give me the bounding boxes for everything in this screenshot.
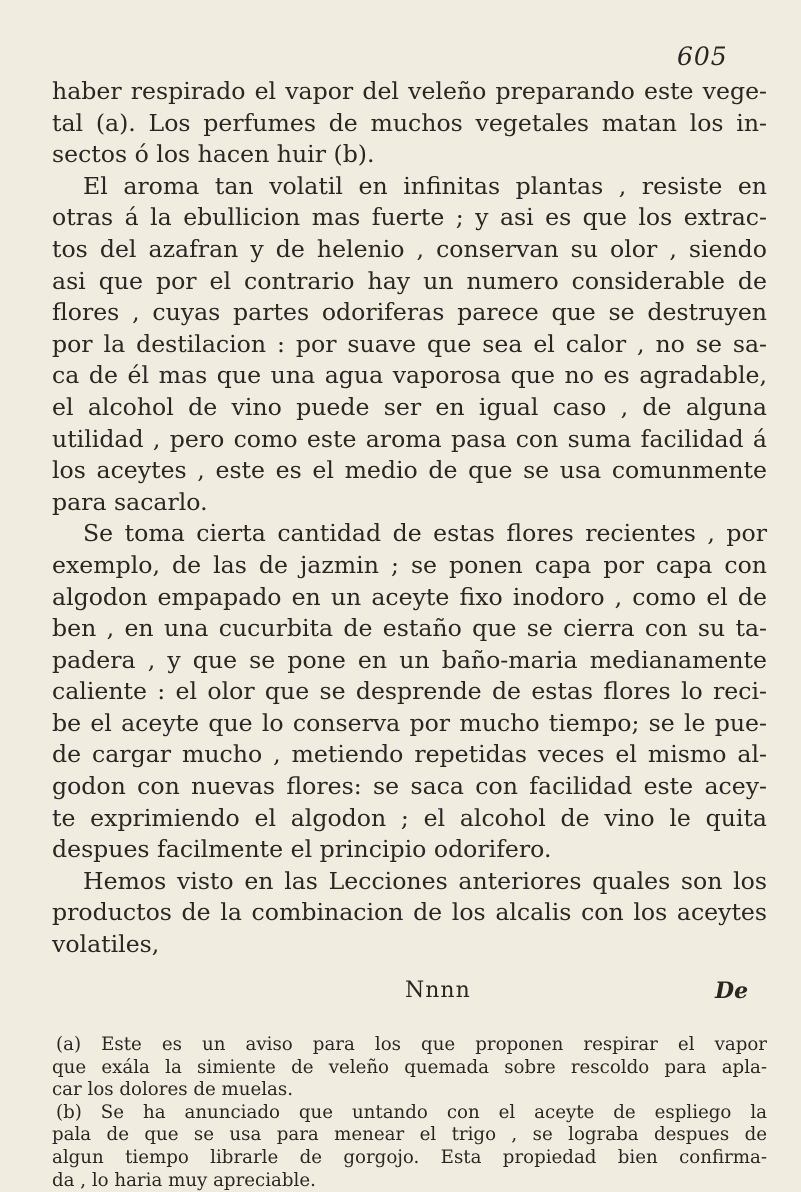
footnotes xyxy=(52,1034,767,1192)
footnote-line: algun tiempo librarle de gorgojo. Esta propiedad bien confirma- xyxy=(52,1146,767,1168)
footnote-line: da , lo haria muy apreciable. xyxy=(52,1169,316,1191)
body-line: padera , y que se pone en un baño-maria medianamente xyxy=(52,645,767,674)
page-number: 605 xyxy=(677,42,728,71)
catchword: De xyxy=(715,978,749,1004)
body-line: despues facilmente el principio odorifero. xyxy=(52,835,552,864)
signature-line xyxy=(0,978,801,1008)
body-line: Hemos visto en las Lecciones anteriores quales son los xyxy=(83,866,767,895)
body-line: ben , en una cucurbita de estaño que se cierra con su ta- xyxy=(52,614,767,643)
body-line: haber respirado el vapor del veleño preparando este vege- xyxy=(52,77,767,105)
printer-signature: Nnnn xyxy=(405,978,471,1003)
footnote-line: pala de que se usa para menear el trigo , se lograba despues de xyxy=(52,1124,767,1146)
body-line: algodon empapado en un aceyte fixo inodoro , como el de xyxy=(52,582,767,611)
body-line: be el aceyte que lo conserva por mucho tiempo; se le pue- xyxy=(52,708,767,737)
body-line: productos de la combinacion de los alcalis con los aceytes xyxy=(52,898,767,927)
body-line: te exprimiendo el algodon ; el alcohol de vino le quita xyxy=(52,803,767,832)
footnote-line: (b) Se ha anunciado que untando con el aceyte de espliego la xyxy=(56,1101,767,1123)
body-line: El aroma tan volatil en infinitas plantas , resiste en xyxy=(83,171,767,200)
body-line: caliente : el olor que se desprende de estas flores lo reci- xyxy=(52,677,767,706)
body-line: flores , cuyas partes odoriferas parece que se destruyen xyxy=(52,298,767,327)
footnote-line: (a) Este es un aviso para los que proponen respirar el vapor xyxy=(56,1034,767,1055)
body-line: exemplo, de las de jazmin ; se ponen capa por capa con xyxy=(52,550,767,579)
body-line: utilidad , pero como este aroma pasa con suma facilidad á xyxy=(52,424,767,453)
body-line: tos del azafran y de helenio , conservan su olor , siendo xyxy=(52,234,767,263)
footnote-line: car los dolores de muelas. xyxy=(52,1079,294,1101)
body-text xyxy=(52,76,767,961)
body-line: sectos ó los hacen huir (b). xyxy=(52,140,375,169)
body-line: tal (a). Los perfumes de muchos vegetales matan los in- xyxy=(52,108,767,137)
body-line: para sacarlo. xyxy=(52,487,208,516)
body-line: de cargar mucho , metiendo repetidas veces el mismo al- xyxy=(52,740,767,769)
body-line: por la destilacion : por suave que sea el calor , no se sa- xyxy=(52,329,767,358)
footnote-line: que exála la simiente de veleño quemada sobre rescoldo para apla- xyxy=(52,1056,767,1078)
body-line: el alcohol de vino puede ser en igual caso , de alguna xyxy=(52,392,767,421)
body-line: asi que por el contrario hay un numero considerable de xyxy=(52,266,767,295)
body-line: los aceytes , este es el medio de que se usa comunmente xyxy=(52,456,767,485)
body-line: volatiles, xyxy=(52,930,160,959)
body-line: godon con nuevas flores: se saca con facilidad este acey- xyxy=(52,772,767,801)
body-line: Se toma cierta cantidad de estas flores recientes , por xyxy=(83,519,767,548)
body-line: otras á la ebullicion mas fuerte ; y asi es que los extrac- xyxy=(52,203,767,232)
body-line: ca de él mas que una agua vaporosa que no es agradable, xyxy=(52,361,767,390)
